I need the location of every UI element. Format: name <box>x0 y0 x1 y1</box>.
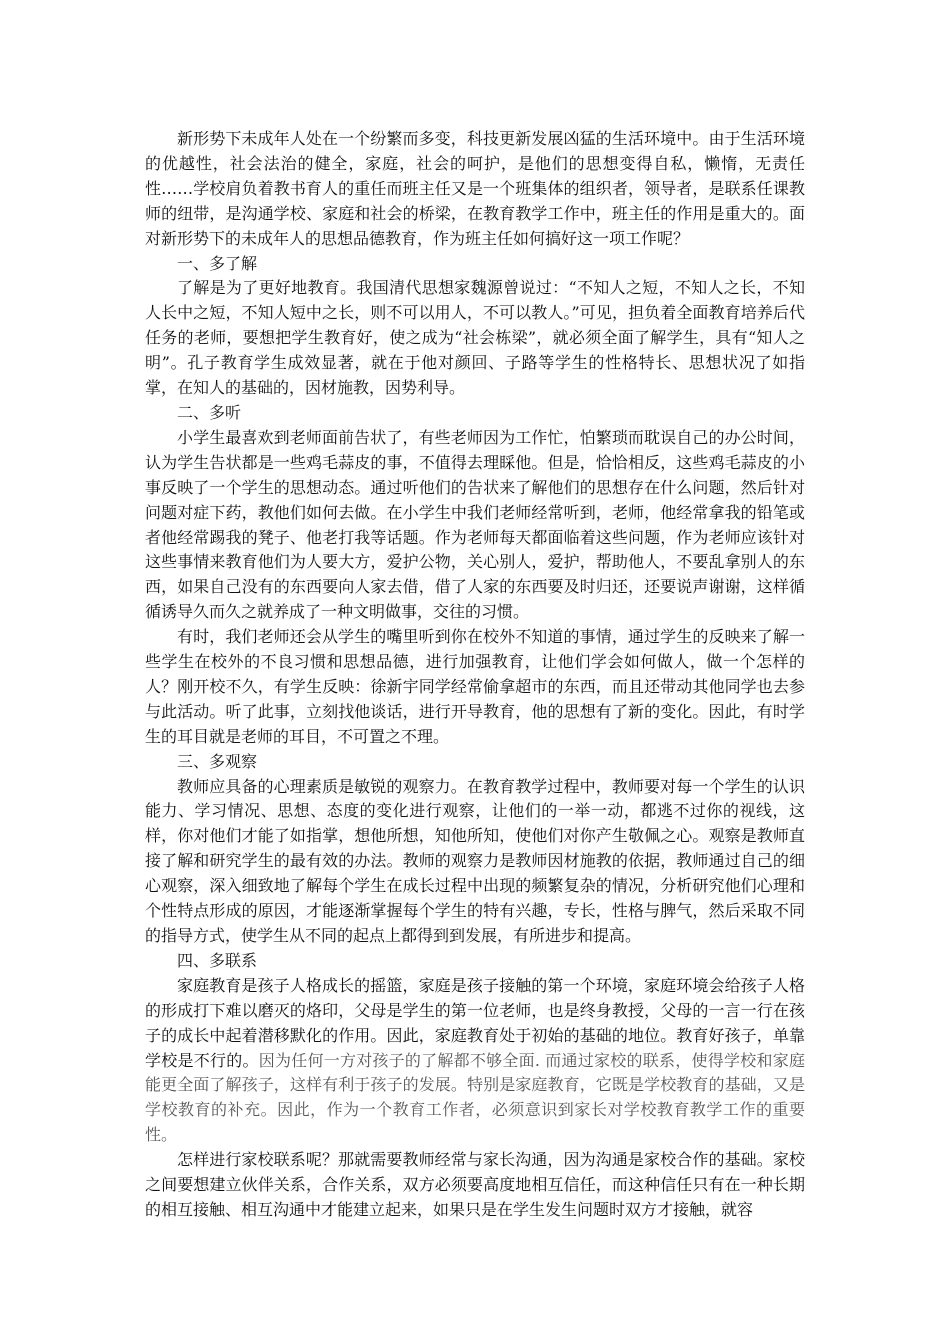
section-4-paragraph-1 <box>145 974 805 1148</box>
section-heading-2: 二、多听 <box>177 402 242 422</box>
document-page <box>145 127 805 1223</box>
section-4-paragraph-1-main: 家庭教育是孩子人格成长的摇篮，家庭是孩子接触的第一个环境，家庭环境会给孩子人格的形成打下难以磨灭的烙印，父母是学生的第一位老师，也是终身教授，父母的一言一行在孩子的成长中起着潜移默化的作用。因此，家庭教育处于初始的基础的地位。教育好孩子，单靠学校是不行的。 <box>145 975 805 1070</box>
section-heading-3: 三、多观察 <box>177 751 258 771</box>
section-heading-4: 四、多联系 <box>177 950 258 970</box>
intro-paragraph: 新形势下未成年人处在一个纷繁而多变，科技更新发展凶猛的生活环境中。由于生活环境的优越性，社会法治的健全，家庭，社会的呵护，是他们的思想变得自私，懒惰，无责任性……学校肩负着教书育人的重任而班主任又是一个班集体的组织者，领导者，是联系任课教师的纽带，是沟通学校、家庭和社会的桥梁，在教育教学工作中，班主任的作用是重大的。面对新形势下的未成年人的思想品德教育，作为班主任如何搞好这一项工作呢？ <box>145 129 805 248</box>
section-2-paragraph-1: 小学生最喜欢到老师面前告状了，有些老师因为工作忙，怕繁琐而耽误自己的办公时间，认为学生告状都是一些鸡毛蒜皮的事，不值得去理睬他。但是，恰恰相反，这些鸡毛蒜皮的小事反映了一个学生的思想动态。通过听他们的告状来了解他们的思想存在什么问题，然后针对问题对症下药，教他们如何去做。在小学生中我们老师经常听到，老师，他经常拿我的铅笔或者他经常踢我的凳子、他老打我等话题。作为老师每天都面临着这些问题，作为老师应该针对这些事情来教育他们为人要大方，爱护公物，关心别人，爱护，帮助他人，不要乱拿别人的东西，如果自己没有的东西要向人家去借，借了人家的东西要及时归还，还要说声谢谢，这样循循诱导久而久之就养成了一种文明做事，交往的习惯。 <box>145 427 805 622</box>
section-3-paragraph-1: 教师应具备的心理素质是敏锐的观察力。在教育教学过程中，教师要对每一个学生的认识能力、学习情况、思想、态度的变化进行观察，让他们的一举一动，都逃不过你的视线，这样，你对他们才能了如指掌，想他所想，知他所知，使他们对你产生敬佩之心。观察是教师直接了解和研究学生的最有效的办法。教师的观察力是教师因材施教的依据，教师通过自己的细心观察，深入细致地了解每个学生在成长过程中出现的频繁复杂的情况，分析研究他们心理和个性特点形成的原因，才能逐渐掌握每个学生的特有兴趣，专长，性格与脾气，然后采取不同的指导方式，使学生从不同的起点上都得到到发展，有所进步和提高。 <box>145 776 805 945</box>
section-heading-1: 一、多了解 <box>177 253 258 273</box>
section-4-paragraph-2: 怎样进行家校联系呢？那就需要教师经常与家长沟通，因为沟通是家校合作的基础。家校之间要想建立伙伴关系，合作关系，双方必须要高度地相互信任，而这种信任只有在一种长期的相互接触、相互沟通中才能建立起来，如果只是在学生发生问题时双方才接触，就容 <box>145 1150 805 1219</box>
section-1-paragraph-1: 了解是为了更好地教育。我国清代思想家魏源曾说过：“不知人之短，不知人之长，不知人长中之短，不知人短中之长，则不可以用人，不可以教人。”可见，担负着全面教育培养后代任务的老师，要想把学生教育好，使之成为“社会栋梁”，就必须全面了解学生，具有“知人之明”。孔子教育学生成效显著，就在于他对颜回、子路等学生的性格特长、思想状况了如指掌，在知人的基础的，因材施教，因势利导。 <box>145 278 805 398</box>
section-2-paragraph-2: 有时，我们老师还会从学生的嘴里听到你在校外不知道的事情，通过学生的反映来了解一些学生在校外的不良习惯和思想品德，进行加强教育，让他们学会如何做人，做一个怎样的人？刚开校不久，有学生反映：徐新宇同学经常偷拿超市的东西，而且还带动其他同学也去参与此活动。听了此事，立刻找他谈话，进行开导教育，他的思想有了新的变化。因此，有时学生的耳目就是老师的耳目，不可置之不理。 <box>145 627 805 746</box>
section-4-paragraph-1-continued: 因为任何一方对孩子的了解都不够全面. 而通过家校的联系，使得学校和家庭能更全面了解孩子，这样有利于孩子的发展。特别是家庭教育，它既是学校教育的基础，又是学校教育的补充。因此，作为一个教育工作者，必须意识到家长对学校教育教学工作的重要性。 <box>145 1050 805 1145</box>
